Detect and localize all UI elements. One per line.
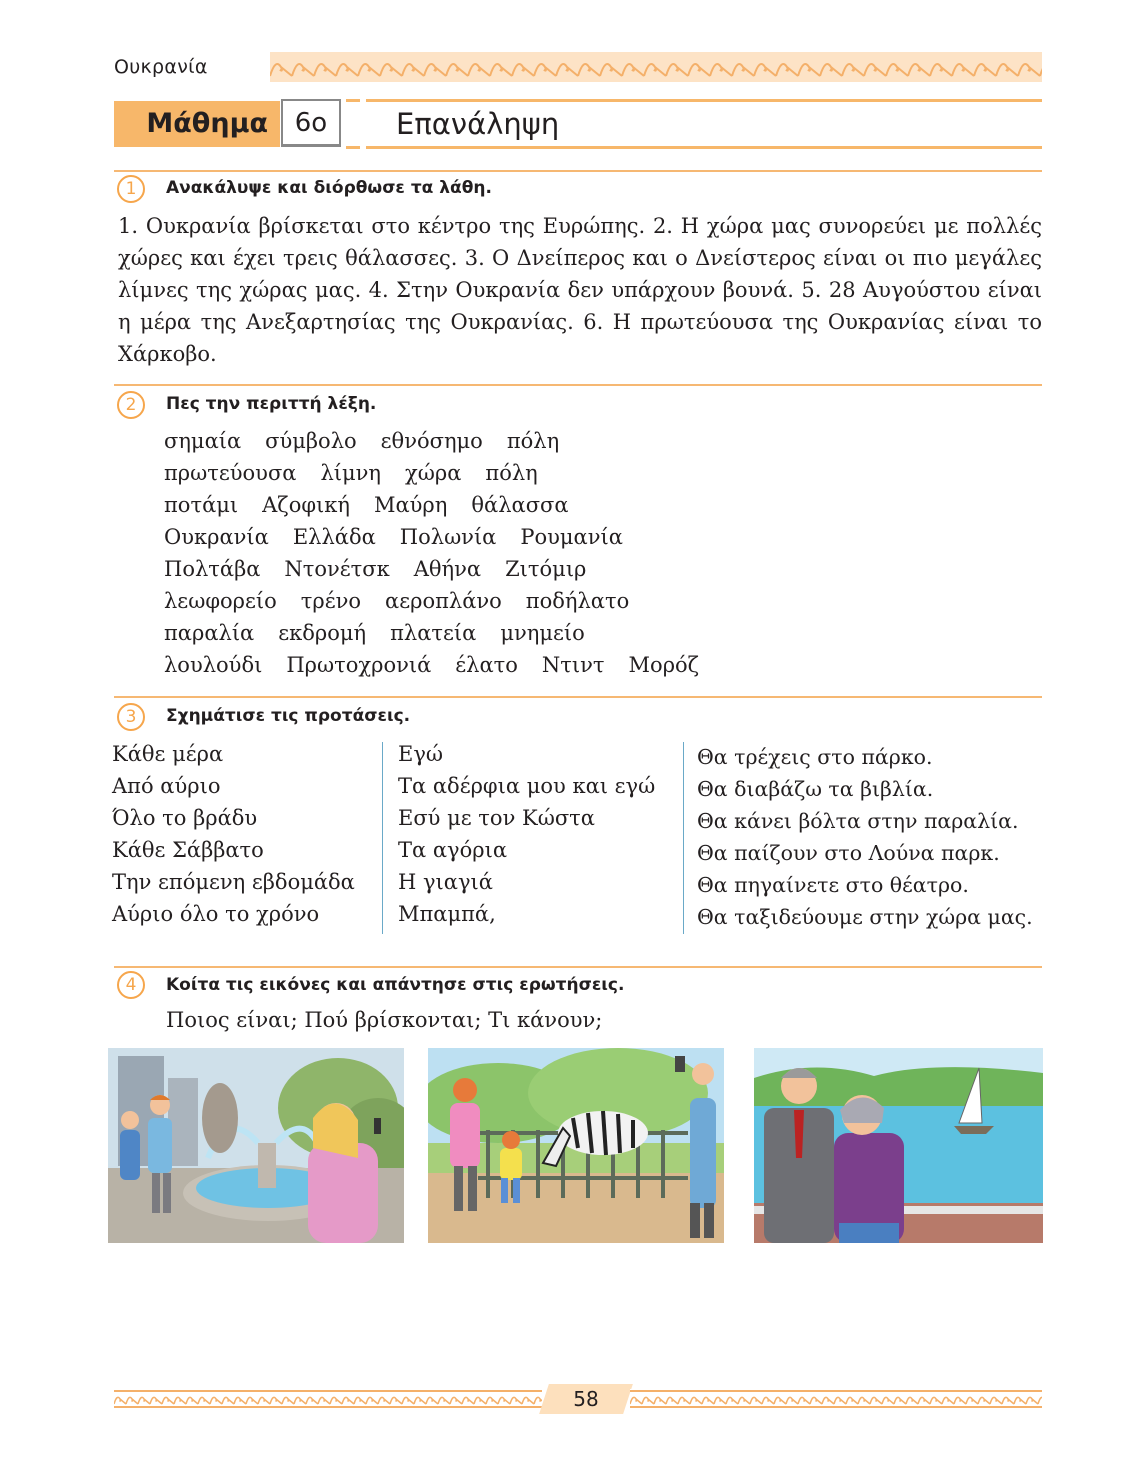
greek-key-border-top [270, 52, 1042, 82]
column-divider [683, 742, 684, 934]
word: έλατο [455, 653, 518, 677]
word: σύμβολο [265, 429, 357, 453]
column-item: Θα κάνει βόλτα στην παραλία. [697, 809, 1019, 833]
country-label: Ουκρανία [114, 56, 208, 78]
column-item: Μπαμπά, [398, 902, 496, 926]
lesson-bar-divider [346, 99, 360, 149]
section-3-rule [114, 696, 1042, 698]
column-time [112, 738, 355, 930]
column-item: Όλο το βράδυ [112, 806, 258, 830]
column-item: Θα παίζουν στο Λούνα παρκ. [697, 841, 1000, 865]
word: λεωφορείο [164, 589, 277, 613]
word: Ουκρανία [164, 525, 269, 549]
word-group-row [164, 425, 723, 457]
column-item: Τα αγόρια [398, 838, 507, 862]
word: πόλη [485, 461, 538, 485]
column-item: Εγώ [398, 742, 444, 766]
column-item: Τα αδέρφια μου και εγώ [398, 774, 656, 798]
section-1-rule [114, 170, 1042, 172]
word: Μαύρη [373, 493, 448, 517]
word: πρωτεύουσα [164, 461, 297, 485]
word: Πολτάβα [164, 557, 261, 581]
section-4-title: Κοίτα τις εικόνες και απάντησε στις ερωτήσεις. [166, 975, 625, 995]
word: λουλούδι [164, 653, 263, 677]
section-4-number: 4 [117, 971, 145, 999]
word-group-row [164, 457, 723, 489]
section-4-question: Ποιος είναι; Πού βρίσκονται; Τι κάνουν; [166, 1008, 603, 1032]
column-item: Κάθε Σάββατο [112, 838, 264, 862]
word: θάλασσα [471, 493, 569, 517]
column-item: Θα πηγαίνετε στο θέατρο. [697, 873, 969, 897]
word: Ντονέτσκ [284, 557, 390, 581]
section-3-title: Σχημάτισε τις προτάσεις. [166, 706, 411, 726]
section-2-rule [114, 384, 1042, 386]
section-1-number: 1 [117, 175, 145, 203]
word: λίμνη [320, 461, 382, 485]
section-4-rule [114, 966, 1042, 968]
page-number: 58 [573, 1387, 599, 1411]
word-group-row [164, 489, 723, 521]
word-group-row [164, 521, 723, 553]
column-item: Από αύριο [112, 774, 221, 798]
column-item: Εσύ με τον Κώστα [398, 806, 595, 830]
word: παραλία [164, 621, 255, 645]
word: Αθήνα [413, 557, 482, 581]
section-3-number: 3 [117, 703, 145, 731]
seaside-couple-illustration [754, 1048, 1043, 1243]
column-subject [398, 738, 655, 930]
column-item: Θα τρέχεις στο πάρκο. [697, 745, 933, 769]
word: σημαία [164, 429, 242, 453]
word: μνημείο [500, 621, 585, 645]
section-2-number: 2 [117, 391, 145, 419]
word: Ρουμανία [520, 525, 623, 549]
lesson-label: Μάθημα [114, 101, 280, 147]
word-group-row [164, 649, 723, 681]
lesson-bar [114, 99, 1042, 149]
word: Πολωνία [399, 525, 497, 549]
word: Αζοφική [262, 493, 350, 517]
word: τρένο [300, 589, 362, 613]
word-group-row [164, 553, 723, 585]
word: Πρωτοχρονιά [286, 653, 432, 677]
word: Ντιντ [541, 653, 605, 677]
section-1-paragraph: 1. Ουκρανία βρίσκεται στο κέντρο της Ευρώπης. 2. Η χώρα μας συνορεύει με πολλές χώρες και έχει τρεις θάλασσες. 3. Ο Δνείπερος και ο Δνείστερος είναι οι πιο μεγάλες λίμνες της χώρας μας. 4. Στην Ουκρανία δεν υπάρχουν βουνά. 5. 28 Αυγούστου είναι η μέρα της Ανεξαρτησίας της Ουκρανίας. 6. Η πρωτεύουσα της Ουκρανίας είναι το Χάρκοβο. [118, 214, 1042, 366]
column-item: Θα διαβάζω τα βιβλία. [697, 777, 934, 801]
section-2-title: Πες την περιττή λέξη. [166, 394, 377, 414]
greek-key-border-left [114, 1389, 542, 1409]
word-group-row [164, 617, 723, 649]
column-divider [382, 742, 383, 934]
word: ποδήλατο [525, 589, 630, 613]
word: Ζιτόμιρ [505, 557, 587, 581]
column-verb [697, 741, 1033, 933]
word: αεροπλάνο [385, 589, 502, 613]
word: εκδρομή [278, 621, 367, 645]
zoo-zebra-illustration [428, 1048, 724, 1243]
column-item: Αύριο όλο το χρόνο [112, 902, 320, 926]
word: πλατεία [390, 621, 477, 645]
word: Ελλάδα [292, 525, 376, 549]
lesson-number: 6ο [281, 99, 341, 147]
word: χώρα [405, 461, 462, 485]
word: εθνόσημο [380, 429, 483, 453]
word: ποτάμι [164, 493, 239, 517]
section-1-title: Ανακάλυψε και διόρθωσε τα λάθη. [166, 178, 492, 198]
column-item: Την επόμενη εβδομάδα [112, 870, 355, 894]
word: Μορόζ [628, 653, 700, 677]
word: πόλη [506, 429, 560, 453]
lesson-title: Επανάληψη [366, 99, 1042, 149]
column-item: Η γιαγιά [398, 870, 493, 894]
odd-word-list [164, 425, 723, 681]
column-item: Θα ταξιδεύουμε στην χώρα μας. [697, 905, 1033, 929]
word-group-row [164, 585, 723, 617]
column-item: Κάθε μέρα [112, 742, 224, 766]
greek-key-border-right [630, 1389, 1042, 1409]
park-fountain-illustration [108, 1048, 404, 1243]
